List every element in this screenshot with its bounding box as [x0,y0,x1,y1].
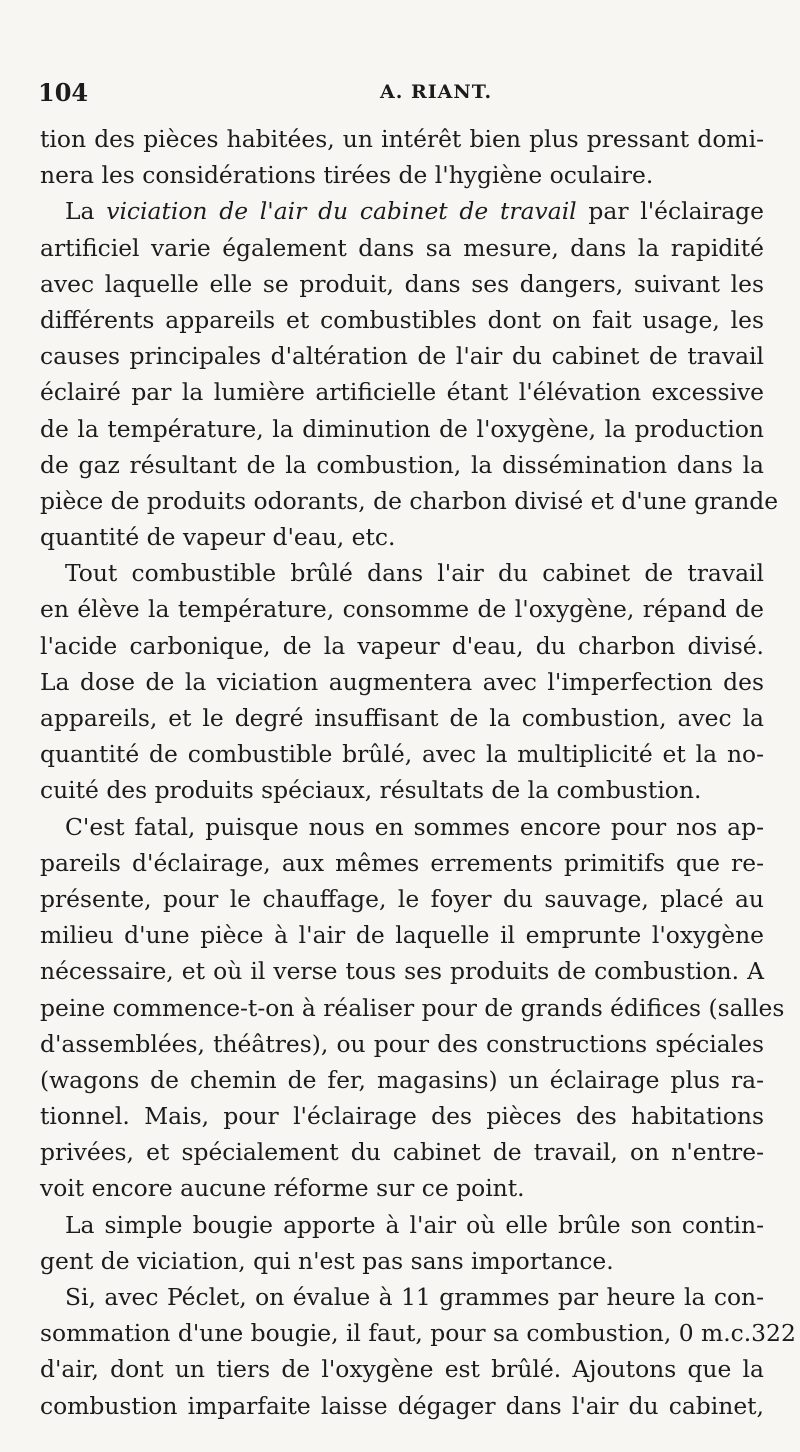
text-line: de gaz résultant de la combustion, la dissémination dans la [40,450,764,479]
text-line: quantité de combustible brûlé, avec la multiplicité et la no- [40,740,764,769]
text-line: Si, avec Péclet, on évalue à 11 grammes par heure la con- [65,1283,764,1311]
text-line: artificiel varie également dans sa mesure, dans la rapidité [40,233,764,262]
text-line: pièce de produits odorants, de charbon divisé et d'une grande [40,486,779,515]
text-line: avec laquelle elle se produit, dans ses dangers, suivant les [40,269,764,298]
text-line: en élève la température, consomme de l'oxygène, répand de [40,595,764,624]
body-text [40,121,796,1424]
text-line: pareils d'éclairage, aux mêmes errements primitifs que re- [40,848,764,877]
text-line: Tout combustible brûlé dans l'air du cabinet de travail [65,559,764,588]
text-line: tionnel. Mais, pour l'éclairage des pièces des habitations [40,1102,764,1131]
text-line: voit encore aucune réforme sur ce point. [40,1174,525,1203]
text-line: sommation d'une bougie, il faut, pour sa combustion, 0 m.c.322 [40,1319,796,1348]
text-line: éclairé par la lumière artificielle étant l'élévation excessive [40,378,764,407]
text-line: d'air, dont un tiers de l'oxygène est brûlé. Ajoutons que la [40,1355,764,1384]
running-title: A. RIANT. [380,81,493,103]
text-line: présente, pour le chauffage, le foyer du sauvage, placé au [40,884,764,913]
text-line: quantité de vapeur d'eau, etc. [40,523,396,552]
text-line: C'est fatal, puisque nous en sommes encore pour nos ap- [65,812,764,841]
text-line: privées, et spécialement du cabinet de travail, on n'entre- [40,1138,764,1167]
text-line [40,193,764,229]
text-line: La dose de la viciation augmentera avec l'imperfection des [40,667,764,696]
text-line: (wagons de chemin de fer, magasins) un éclairage plus ra- [40,1065,764,1094]
text-line: peine commence-t-on à réaliser pour de grands édifices (salles [40,993,785,1022]
text-line: nécessaire, et où il verse tous ses produits de combustion. A [40,957,764,986]
text-segment: par l'éclairage [576,197,764,226]
text-line: d'assemblées, théâtres), ou pour des constructions spéciales [40,1029,764,1058]
running-head [38,78,760,114]
text-line: cuité des produits spéciaux, résultats de la combustion. [40,776,702,805]
text-line: nera les considérations tirées de l'hygiène oculaire. [40,161,654,190]
text-segment: La [65,197,107,226]
text-line: gent de viciation, qui n'est pas sans importance. [40,1246,614,1275]
page-number: 104 [38,78,89,107]
text-line: tion des pièces habitées, un intérêt bien plus pressant domi- [40,125,764,153]
text-line: de la température, la diminution de l'oxygène, la production [40,414,764,443]
text-line: appareils, et le degré insuffisant de la combustion, avec la [40,704,764,732]
text-line: différents appareils et combustibles dont on fait usage, les [40,305,764,334]
text-line: La simple bougie apporte à l'air où elle brûle son contin- [65,1210,764,1239]
text-line: combustion imparfaite laisse dégager dans l'air du cabinet, [40,1391,764,1420]
italic-phrase: viciation de l'air du cabinet de travail [106,197,577,226]
text-line: milieu d'une pièce à l'air de laquelle il emprunte l'oxygène [40,921,764,950]
text-line: causes principales d'altération de l'air du cabinet de travail [40,342,764,371]
text-line: l'acide carbonique, de la vapeur d'eau, du charbon divisé. [40,631,764,660]
